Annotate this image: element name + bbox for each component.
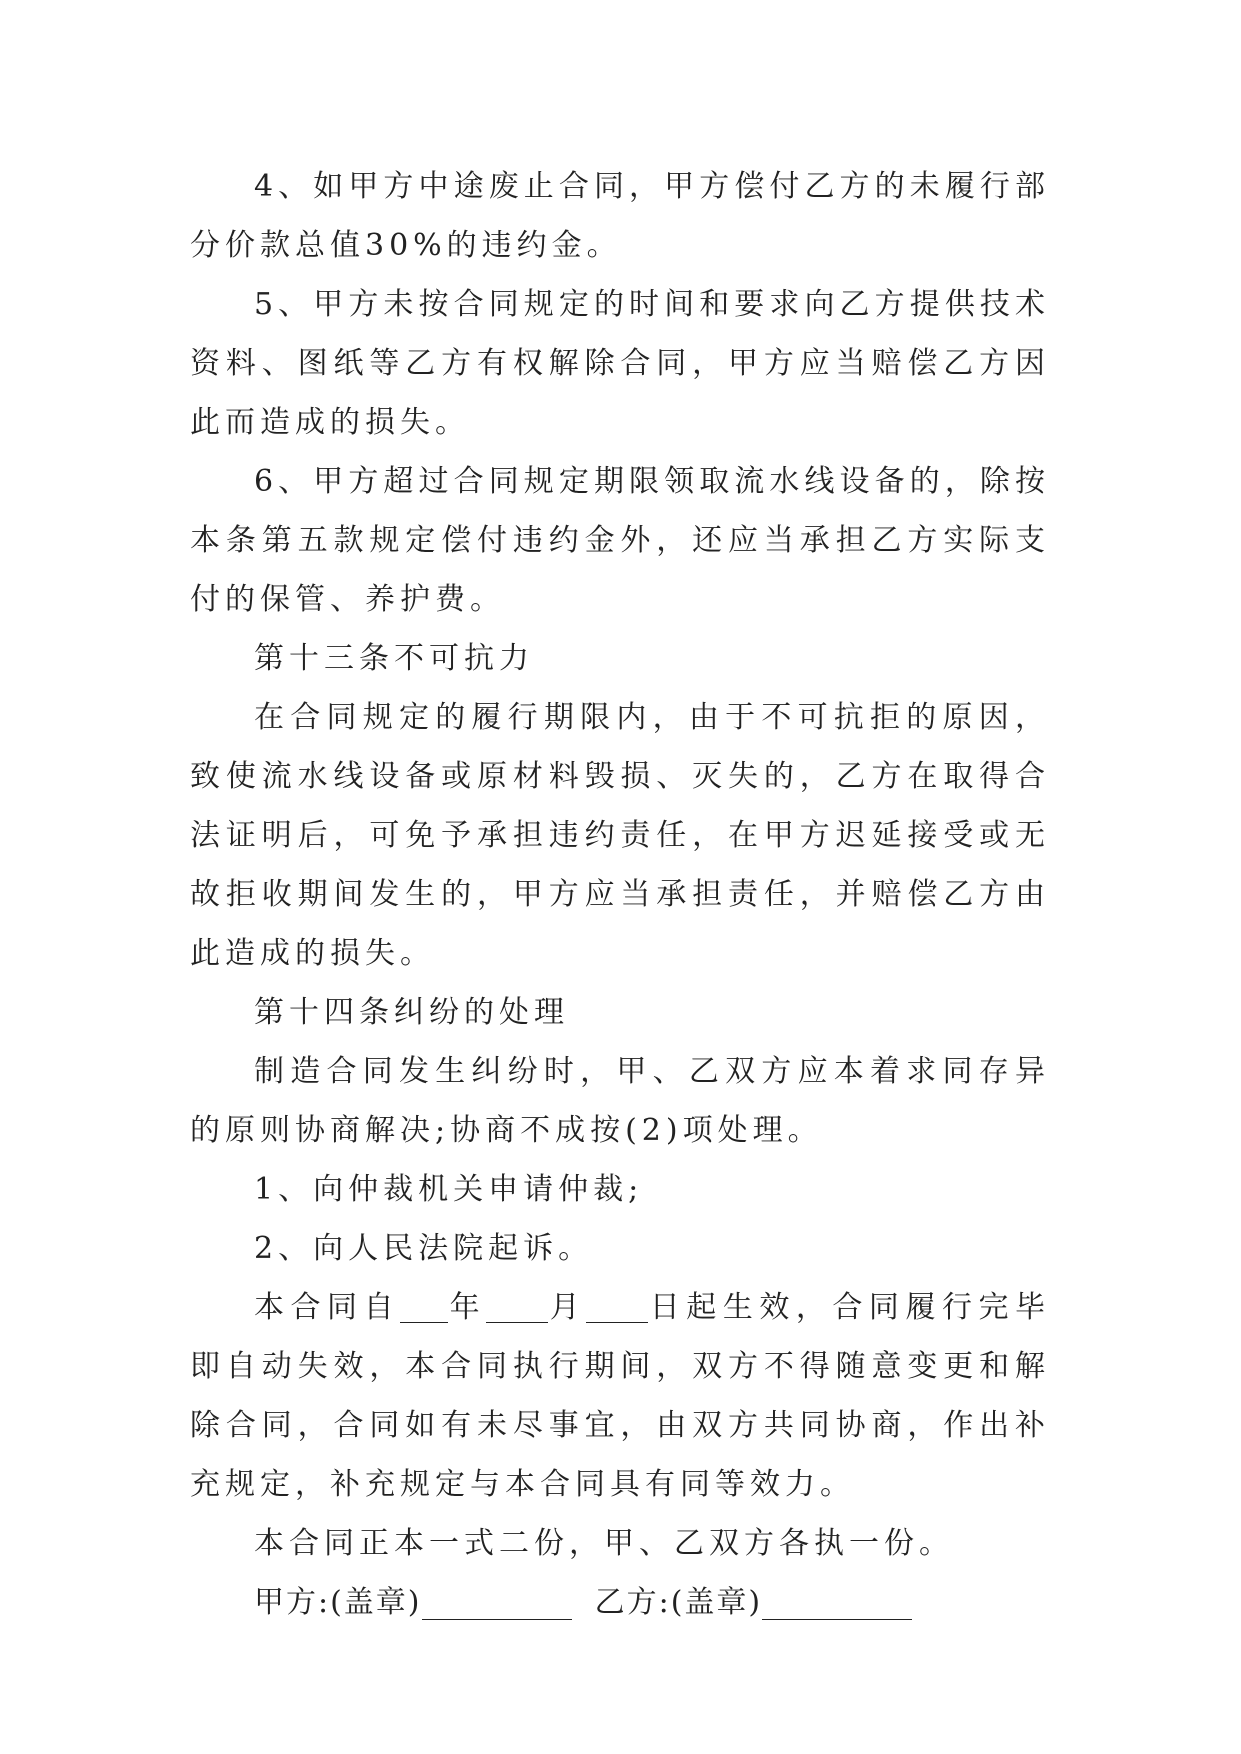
- force-majeure-text: 在合同规定的履行期限内，由于不可抗拒的原因，致使流水线设备或原材料毁损、灭失的，乙方在取得合法证明后，可免予承担违约责任，在甲方迟延接受或无故拒收期间发生的，甲方应当承担责任，并赔偿乙方由此造成的损失。: [190, 700, 1050, 971]
- year-blank: [400, 1292, 448, 1323]
- party-b-sign-blank: [762, 1587, 912, 1620]
- party-a-sign-blank: [422, 1587, 572, 1620]
- effective-prefix: 本合同自: [254, 1290, 401, 1325]
- clause-5: 5、甲方未按合同规定的时间和要求向乙方提供技术资料、图纸等乙方有权解除合同，甲方应当赔偿乙方因此而造成的损失。: [190, 287, 1050, 440]
- article-14-heading: 第十四条纠纷的处理: [254, 995, 569, 1030]
- effective-month-label: 月: [548, 1290, 587, 1325]
- signature-line: [190, 1573, 1050, 1632]
- article-13-heading: 第十三条不可抗力: [254, 641, 534, 676]
- clause-6: 6、甲方超过合同规定期限领取流水线设备的，除按本条第五款规定偿付违约金外，还应当承担乙方实际支付的保管、养护费。: [190, 464, 1050, 617]
- effective-suffix: 日起生效，合同履行完毕即自动失效，本合同执行期间，双方不得随意变更和解除合同，合同如有未尽事宜，由双方共同协商，作出补充规定，补充规定与本合同具有同等效力。: [190, 1290, 1051, 1502]
- effective-clause: [190, 1278, 1050, 1514]
- day-blank: [586, 1292, 648, 1323]
- copies-clause: 本合同正本一式二份，甲、乙双方各执一份。: [254, 1526, 954, 1561]
- clause-4: 4、如甲方中途废止合同，甲方偿付乙方的未履行部分价款总值30%的违约金。: [190, 169, 1050, 263]
- contract-page: [190, 157, 1050, 1632]
- effective-year-label: 年: [448, 1290, 487, 1325]
- party-a-label: 甲方:(盖章): [254, 1585, 422, 1620]
- dispute-option-2: 2、向人民法院起诉。: [254, 1231, 594, 1266]
- dispute-text: 制造合同发生纠纷时，甲、乙双方应本着求同存异的原则协商解决;协商不成按(2)项处理。: [190, 1054, 1050, 1148]
- party-b-label: 乙方:(盖章): [594, 1585, 763, 1620]
- month-blank: [486, 1292, 548, 1323]
- dispute-option-1: 1、向仲裁机关申请仲裁;: [254, 1172, 644, 1207]
